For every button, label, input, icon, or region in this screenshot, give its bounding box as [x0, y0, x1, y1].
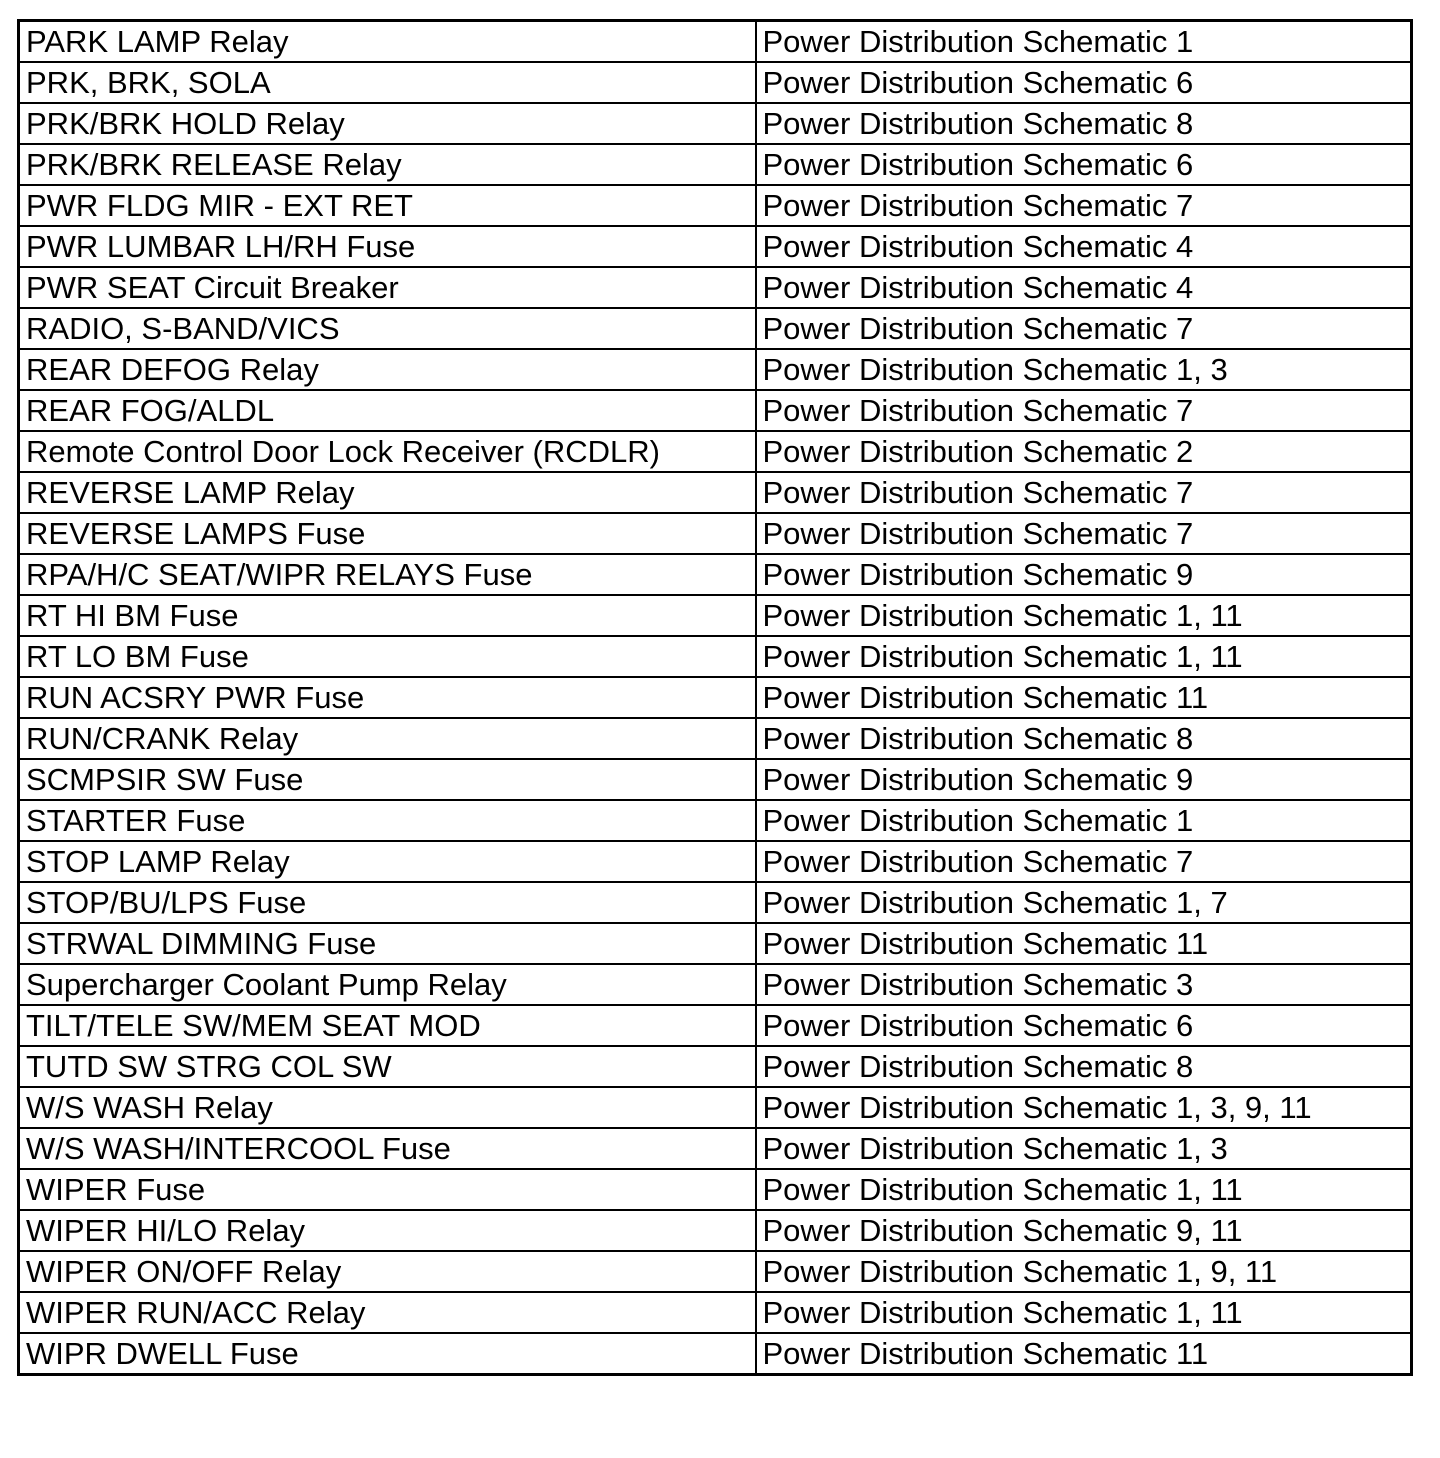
table-row — [19, 1210, 1412, 1251]
schematic-reference-cell: Power Distribution Schematic 6 — [756, 144, 1412, 185]
table-row — [19, 513, 1412, 554]
table-row — [19, 1333, 1412, 1375]
component-name-cell: TUTD SW STRG COL SW — [19, 1046, 756, 1087]
component-name-cell: RADIO, S-BAND/VICS — [19, 308, 756, 349]
schematic-reference-cell: Power Distribution Schematic 1 — [756, 21, 1412, 63]
schematic-reference-cell: Power Distribution Schematic 1, 11 — [756, 595, 1412, 636]
component-name-cell: STRWAL DIMMING Fuse — [19, 923, 756, 964]
schematic-reference-cell: Power Distribution Schematic 9, 11 — [756, 1210, 1412, 1251]
component-name-cell: REAR FOG/ALDL — [19, 390, 756, 431]
table-row — [19, 472, 1412, 513]
component-name-cell: PWR LUMBAR LH/RH Fuse — [19, 226, 756, 267]
component-name-cell: PRK/BRK HOLD Relay — [19, 103, 756, 144]
schematic-reference-cell: Power Distribution Schematic 4 — [756, 226, 1412, 267]
table-row — [19, 390, 1412, 431]
table-row — [19, 882, 1412, 923]
table-row — [19, 1087, 1412, 1128]
schematic-reference-cell: Power Distribution Schematic 1, 11 — [756, 636, 1412, 677]
component-index-table — [17, 19, 1413, 1376]
schematic-reference-cell: Power Distribution Schematic 7 — [756, 513, 1412, 554]
schematic-reference-cell: Power Distribution Schematic 11 — [756, 923, 1412, 964]
component-name-cell: WIPER ON/OFF Relay — [19, 1251, 756, 1292]
component-name-cell: REVERSE LAMP Relay — [19, 472, 756, 513]
table-row — [19, 103, 1412, 144]
component-name-cell: REVERSE LAMPS Fuse — [19, 513, 756, 554]
schematic-reference-cell: Power Distribution Schematic 9 — [756, 759, 1412, 800]
component-name-cell: TILT/TELE SW/MEM SEAT MOD — [19, 1005, 756, 1046]
schematic-reference-cell: Power Distribution Schematic 1, 11 — [756, 1292, 1412, 1333]
table-row — [19, 595, 1412, 636]
component-name-cell: PWR SEAT Circuit Breaker — [19, 267, 756, 308]
component-name-cell: SCMPSIR SW Fuse — [19, 759, 756, 800]
schematic-reference-cell: Power Distribution Schematic 1, 3, 9, 11 — [756, 1087, 1412, 1128]
table-row — [19, 185, 1412, 226]
schematic-reference-cell: Power Distribution Schematic 1, 9, 11 — [756, 1251, 1412, 1292]
component-name-cell: PARK LAMP Relay — [19, 21, 756, 63]
component-name-cell: WIPER RUN/ACC Relay — [19, 1292, 756, 1333]
table-row — [19, 1292, 1412, 1333]
table-row — [19, 759, 1412, 800]
schematic-reference-cell: Power Distribution Schematic 7 — [756, 308, 1412, 349]
schematic-reference-cell: Power Distribution Schematic 11 — [756, 677, 1412, 718]
table-row — [19, 1128, 1412, 1169]
component-name-cell: W/S WASH Relay — [19, 1087, 756, 1128]
schematic-reference-cell: Power Distribution Schematic 2 — [756, 431, 1412, 472]
table-row — [19, 431, 1412, 472]
table-row — [19, 677, 1412, 718]
table-row — [19, 636, 1412, 677]
schematic-reference-cell: Power Distribution Schematic 1, 3 — [756, 349, 1412, 390]
component-name-cell: RUN/CRANK Relay — [19, 718, 756, 759]
table-row — [19, 800, 1412, 841]
schematic-reference-cell: Power Distribution Schematic 1, 3 — [756, 1128, 1412, 1169]
component-name-cell: PRK/BRK RELEASE Relay — [19, 144, 756, 185]
schematic-reference-cell: Power Distribution Schematic 1, 7 — [756, 882, 1412, 923]
schematic-reference-cell: Power Distribution Schematic 7 — [756, 841, 1412, 882]
table-row — [19, 1251, 1412, 1292]
table-row — [19, 1169, 1412, 1210]
component-name-cell: STOP LAMP Relay — [19, 841, 756, 882]
schematic-reference-cell: Power Distribution Schematic 7 — [756, 390, 1412, 431]
schematic-reference-cell: Power Distribution Schematic 11 — [756, 1333, 1412, 1375]
component-name-cell: WIPER HI/LO Relay — [19, 1210, 756, 1251]
table-row — [19, 349, 1412, 390]
table-row — [19, 923, 1412, 964]
table-row — [19, 267, 1412, 308]
schematic-reference-cell: Power Distribution Schematic 3 — [756, 964, 1412, 1005]
schematic-reference-cell: Power Distribution Schematic 8 — [756, 103, 1412, 144]
table-row — [19, 21, 1412, 63]
table-row — [19, 62, 1412, 103]
schematic-reference-cell: Power Distribution Schematic 4 — [756, 267, 1412, 308]
component-name-cell: STARTER Fuse — [19, 800, 756, 841]
schematic-reference-cell: Power Distribution Schematic 1, 11 — [756, 1169, 1412, 1210]
table-row — [19, 841, 1412, 882]
schematic-reference-cell: Power Distribution Schematic 8 — [756, 1046, 1412, 1087]
component-name-cell: RPA/H/C SEAT/WIPR RELAYS Fuse — [19, 554, 756, 595]
component-name-cell: Remote Control Door Lock Receiver (RCDLR) — [19, 431, 756, 472]
schematic-reference-cell: Power Distribution Schematic 1 — [756, 800, 1412, 841]
component-name-cell: RT HI BM Fuse — [19, 595, 756, 636]
table-row — [19, 1046, 1412, 1087]
table-row — [19, 226, 1412, 267]
component-name-cell: W/S WASH/INTERCOOL Fuse — [19, 1128, 756, 1169]
table-row — [19, 718, 1412, 759]
component-name-cell: PRK, BRK, SOLA — [19, 62, 756, 103]
table-row — [19, 964, 1412, 1005]
component-name-cell: RUN ACSRY PWR Fuse — [19, 677, 756, 718]
component-name-cell: RT LO BM Fuse — [19, 636, 756, 677]
component-name-cell: WIPR DWELL Fuse — [19, 1333, 756, 1375]
component-name-cell: PWR FLDG MIR - EXT RET — [19, 185, 756, 226]
component-name-cell: Supercharger Coolant Pump Relay — [19, 964, 756, 1005]
schematic-reference-cell: Power Distribution Schematic 8 — [756, 718, 1412, 759]
table-row — [19, 144, 1412, 185]
table-row — [19, 308, 1412, 349]
schematic-reference-cell: Power Distribution Schematic 9 — [756, 554, 1412, 595]
component-name-cell: WIPER Fuse — [19, 1169, 756, 1210]
component-name-cell: STOP/BU/LPS Fuse — [19, 882, 756, 923]
table-body — [19, 21, 1412, 1375]
table-row — [19, 1005, 1412, 1046]
table-row — [19, 554, 1412, 595]
schematic-reference-cell: Power Distribution Schematic 6 — [756, 62, 1412, 103]
schematic-reference-cell: Power Distribution Schematic 7 — [756, 185, 1412, 226]
schematic-reference-cell: Power Distribution Schematic 6 — [756, 1005, 1412, 1046]
component-name-cell: REAR DEFOG Relay — [19, 349, 756, 390]
schematic-reference-cell: Power Distribution Schematic 7 — [756, 472, 1412, 513]
